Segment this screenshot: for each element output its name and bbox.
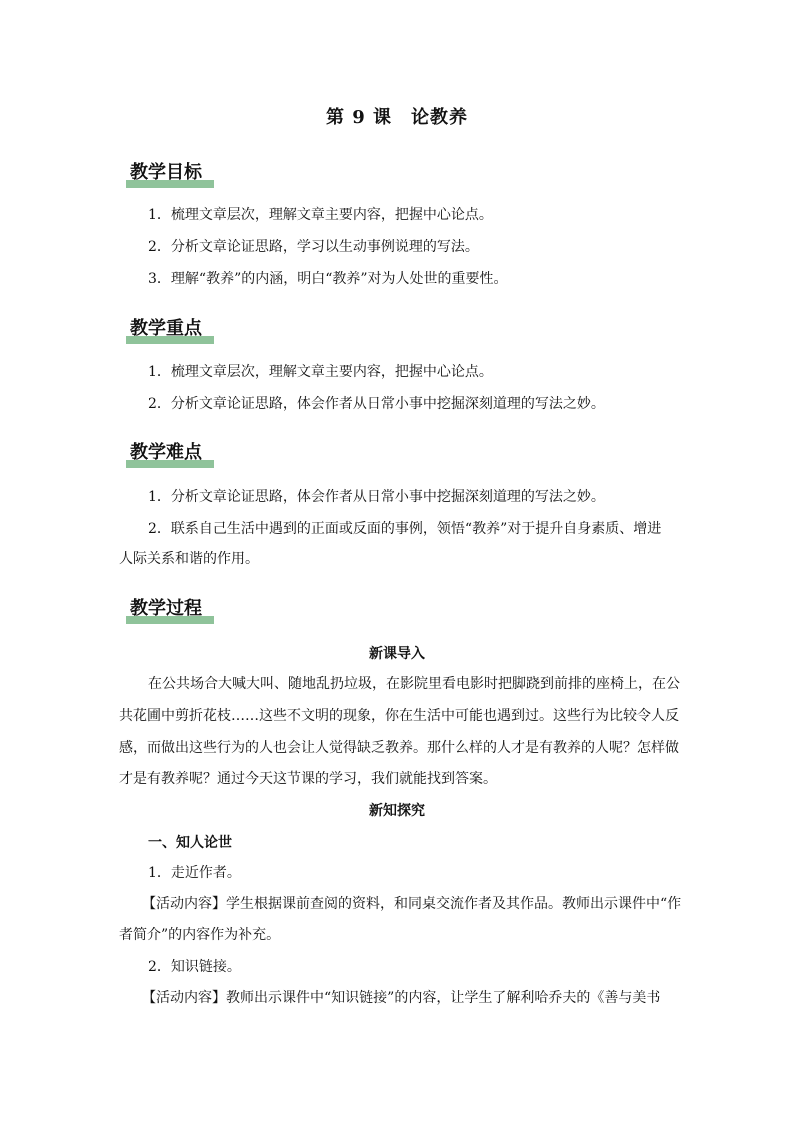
section-heading-label: 教学重点 [130,318,202,339]
section-heading-label: 教学过程 [130,598,202,619]
activity-text: 教师出示课件中“知识链接”的内容，让学生了解利哈乔夫的《善与美书 [226,990,661,1006]
activity-tag: 【活动内容】 [142,990,226,1006]
section-heading-label: 教学难点 [130,442,202,463]
intro-paragraph-line: 感，而做出这些行为的人也会让人觉得缺乏教养。那什么样的人才是有教养的人呢？怎样做 [119,740,679,756]
goal-item: 3．理解“教养”的内涵，明白“教养”对为人处世的重要性。 [148,271,508,287]
goal-item: 1．梳理文章层次，理解文章主要内容，把握中心论点。 [148,207,493,223]
subsection-heading-intro: 新课导入 [369,646,425,662]
subsection-heading-explore: 新知探究 [369,803,425,819]
difficulty-item-continuation: 人际关系和谐的作用。 [119,551,259,567]
section-heading-process [126,596,202,624]
difficulty-item: 1．分析文章论证思路，体会作者从日常小事中挖掘深刻道理的写法之妙。 [148,489,605,505]
activity-tag: 【活动内容】 [142,896,226,912]
goal-item: 2．分析文章论证思路，学习以生动事例说理的写法。 [148,239,479,255]
page-title: 第 9 课 论教养 [325,107,469,128]
part-heading: 一、知人论世 [148,835,232,851]
activity-text: 学生根据课前查阅的资料，和同桌交流作者及其作品。教师出示课件中“作 [226,896,682,912]
key-point-item: 1．梳理文章层次，理解文章主要内容，把握中心论点。 [148,364,493,380]
step-item: 2．知识链接。 [148,959,241,975]
activity-paragraph-line: 者简介”的内容作为补充。 [119,927,281,943]
step-item: 1．走近作者。 [148,865,241,881]
key-point-item: 2．分析文章论证思路，体会作者从日常小事中挖掘深刻道理的写法之妙。 [148,396,605,412]
intro-paragraph-line: 才是有教养呢？通过今天这节课的学习，我们就能找到答案。 [119,771,497,787]
section-heading-goals [126,160,202,188]
intro-paragraph-line: 共花圃中剪折花枝……这些不文明的现象，你在生活中可能也遇到过。这些行为比较令人反 [119,708,679,724]
section-heading-key-points [126,316,202,344]
section-heading-label: 教学目标 [130,162,202,183]
difficulty-item: 2．联系自己生活中遇到的正面或反面的事例，领悟“教养”对于提升自身素质、增进 [148,521,662,537]
section-heading-difficulties [126,440,202,468]
activity-paragraph-line [142,988,660,1008]
activity-paragraph-line [142,894,681,914]
intro-paragraph-line: 在公共场合大喊大叫、随地乱扔垃圾，在影院里看电影时把脚跷到前排的座椅上，在公 [148,676,680,692]
